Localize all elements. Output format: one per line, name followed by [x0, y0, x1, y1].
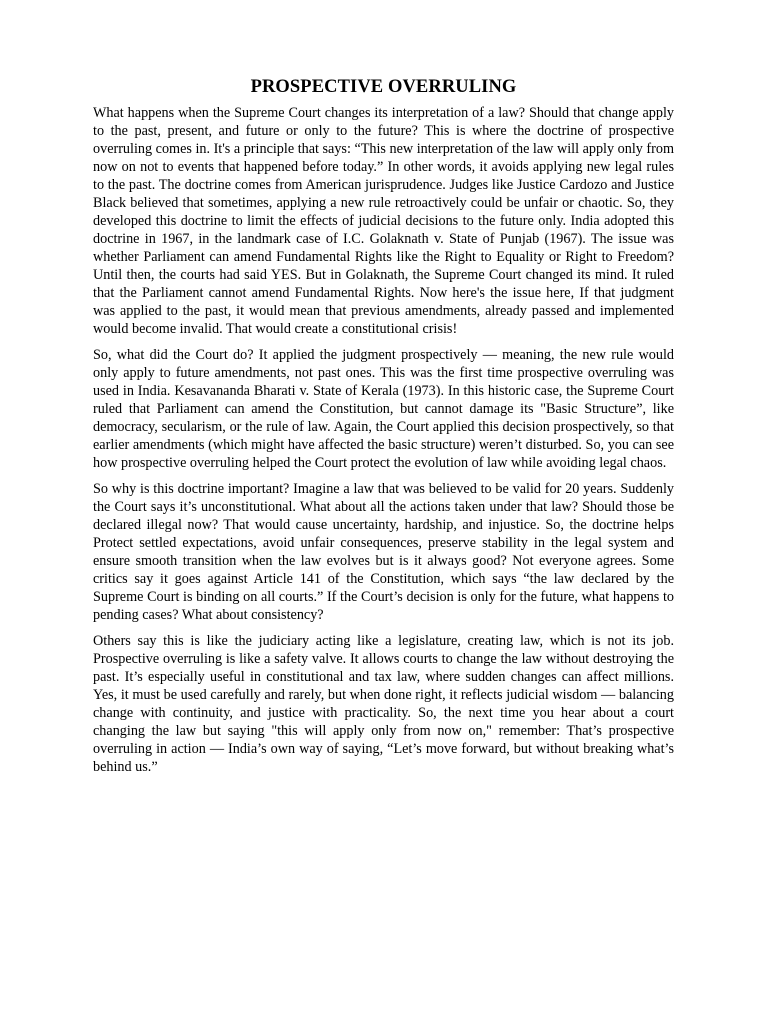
document-title: PROSPECTIVE OVERRULING	[250, 77, 517, 97]
paragraph-4: Others say this is like the judiciary acting like a legislature, creating law, which is not its job. Prospective overruling is like a safety valve. It allows courts to change the law without destroying the past. It’s especially useful in constitutional and tax law, where sudden changes can affect millions. Yes, it must be used carefully and rarely, but when done right, it reflects judicial wisdom — balancing change with continuity, and justice with practicality. So, the next time you hear about a court changing the law but saying "this will apply only from now on," remember: That’s prospective overruling in action — India’s own way of saying, “Let’s move forward, but without breaking what’s behind us.”	[93, 633, 674, 775]
paragraph-1: What happens when the Supreme Court changes its interpretation of a law? Should that change apply to the past, present, and future or only to the future? This is where the doctrine of prospective overruling comes in. It's a principle that says: “This new interpretation of the law will apply only from now on not to events that happened before today.” In other words, it avoids applying new legal rules to the past. The doctrine comes from American jurisprudence. Judges like Justice Cardozo and Justice Black believed that sometimes, applying a new rule retroactively could be unfair or chaotic. So, they developed this doctrine to limit the effects of judicial decisions to the future only. India adopted this doctrine in 1967, in the landmark case of I.C. Golaknath v. State of Punjab (1967). The issue was whether Parliament can amend Fundamental Rights like the Right to Equality or Right to Freedom? Until then, the courts had said YES. But in Golaknath, the Supreme Court changed its mind. It ruled that the Parliament cannot amend Fundamental Rights. Now here's the issue here, If that judgment was applied to the past, it would mean that previous amendments, already passed and implemented would become invalid. That would create a constitutional crisis!	[93, 105, 674, 337]
paragraph-2: So, what did the Court do? It applied the judgment prospectively — meaning, the new rule would only apply to future amendments, not past ones. This was the first time prospective overruling was used in India. Kesavananda Bharati v. State of Kerala (1973). In this historic case, the Supreme Court ruled that Parliament can amend the Constitution, but cannot damage its "Basic Structure”, like democracy, secularism, or the rule of law. Again, the Court applied this decision prospectively, so that earlier amendments (which might have affected the basic structure) weren’t disturbed. So, you can see how prospective overruling helped the Court protect the evolution of law while avoiding legal chaos.	[93, 347, 674, 471]
paragraph-3: So why is this doctrine important? Imagine a law that was believed to be valid for 20 years. Suddenly the Court says it’s unconstitutional. What about all the actions taken under that law? Should those be declared illegal now? That would cause uncertainty, hardship, and injustice. So, the doctrine helps Protect settled expectations, avoid unfair consequences, preserve stability in the legal system and ensure smooth transition when the law evolves but is it always good? Not everyone agrees. Some critics say it goes against Article 141 of the Constitution, which says “the law declared by the Supreme Court is binding on all courts.” If the Court’s decision is only for the future, what happens to pending cases? What about consistency?	[93, 481, 674, 623]
document-page	[93, 74, 674, 784]
